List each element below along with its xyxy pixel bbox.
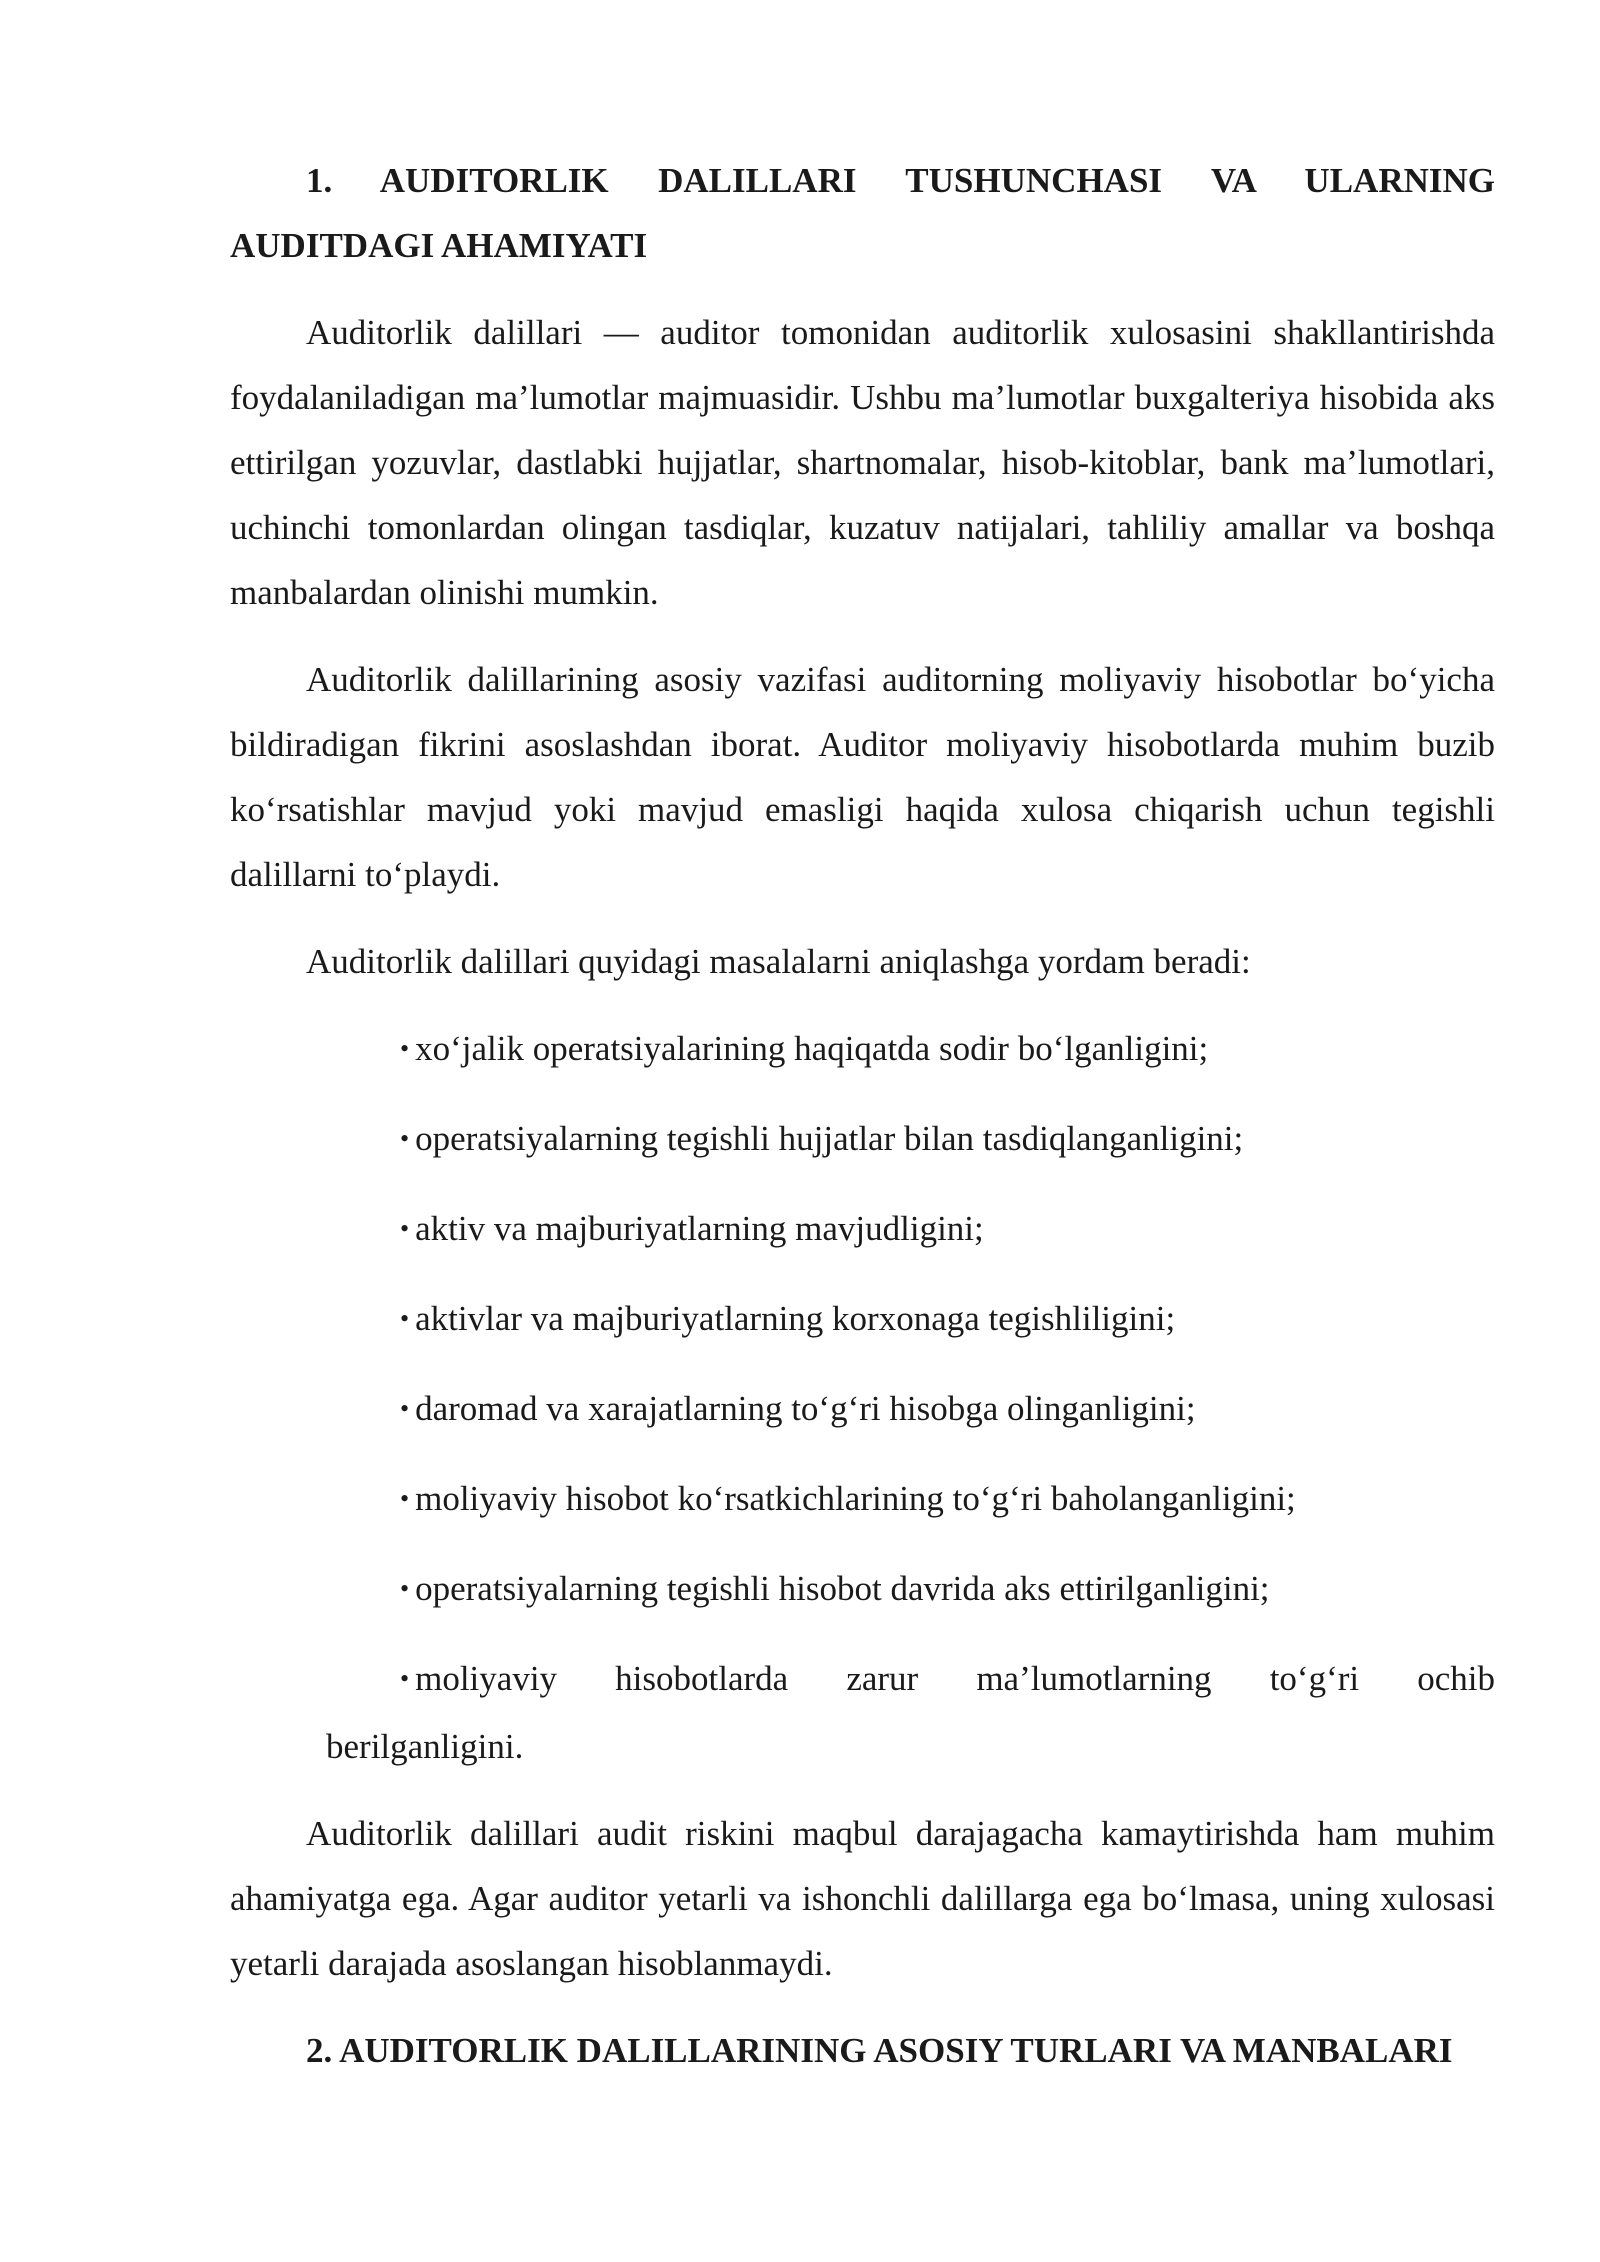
list-item-continuation: berilganligini. bbox=[326, 1727, 524, 1766]
list-item: • moliyaviy hisobotlarda zarur ma’lumotlarning to‘g‘ri ochib berilganligini. bbox=[326, 1659, 1495, 1766]
bullet-icon: • bbox=[400, 1214, 410, 1243]
paragraph-4: Auditorlik dalillari audit riskini maqbul darajagacha kamaytirishda ham muhim ahamiyatga ega. Agar auditor yetarli va ishonchli dalillarga ega bo‘lmasa, uning xulosasi yetarli darajada asoslangan hisoblanmaydi. bbox=[230, 1814, 1495, 1983]
bullet-icon: • bbox=[400, 1124, 410, 1153]
section-heading-1: 1. AUDITORLIK DALILLARI TUSHUNCHASI VA ULARNING AUDITDAGI AHAMIYATI bbox=[230, 161, 1495, 265]
list-item: • aktivlar va majburiyatlarning korxonaga tegishliligini; bbox=[400, 1299, 1176, 1338]
list-item: • operatsiyalarning tegishli hisobot davrida aks ettirilganligini; bbox=[400, 1569, 1270, 1608]
paragraph-3: Auditorlik dalillari quyidagi masalalarni aniqlashga yordam beradi: bbox=[306, 942, 1251, 981]
bullet-icon: • bbox=[400, 1034, 410, 1063]
list-item: • xo‘jalik operatsiyalarining haqiqatda sodir bo‘lganligini; bbox=[400, 1029, 1209, 1068]
document-page bbox=[230, 148, 1495, 2083]
section-heading-2: 2. AUDITORLIK DALILLARINING ASOSIY TURLARI VA MANBALARI bbox=[306, 2031, 1453, 2070]
bullet-icon: • bbox=[400, 1574, 410, 1603]
bullet-icon: • bbox=[400, 1664, 410, 1693]
list-item: • moliyaviy hisobot ko‘rsatkichlarining to‘g‘ri baholanganligini; bbox=[400, 1479, 1296, 1518]
list-item: • aktiv va majburiyatlarning mavjudligini; bbox=[400, 1209, 984, 1248]
bullet-list bbox=[230, 1016, 1495, 1779]
paragraph-1: Auditorlik dalillari — auditor tomonidan auditorlik xulosasini shakllantirishda foydalaniladigan ma’lumotlar majmuasidir. Ushbu ma’lumotlar buxgalteriya hisobida aks ettirilgan yozuvlar, dastlabki hujjatlar, shartnomalar, hisob-kitoblar, bank ma’lumotlari, uchinchi tomonlardan olingan tasdiqlar, kuzatuv natijalari, tahliliy amallar va boshqa manbalardan olinishi mumkin. bbox=[230, 313, 1495, 612]
bullet-icon: • bbox=[400, 1304, 410, 1333]
list-item: • daromad va xarajatlarning to‘g‘ri hisobga olinganligini; bbox=[400, 1389, 1196, 1428]
bullet-icon: • bbox=[400, 1394, 410, 1423]
list-item: • operatsiyalarning tegishli hujjatlar bilan tasdiqlanganligini; bbox=[400, 1119, 1244, 1158]
paragraph-2: Auditorlik dalillarining asosiy vazifasi auditorning moliyaviy hisobotlar bo‘yicha bildiradigan fikrini asoslashdan iborat. Auditor moliyaviy hisobotlarda muhim buzib ko‘rsatishlar mavjud yoki mavjud emasligi haqida xulosa chiqarish uchun tegishli dalillarni to‘playdi. bbox=[230, 660, 1495, 894]
bullet-icon: • bbox=[400, 1484, 410, 1513]
